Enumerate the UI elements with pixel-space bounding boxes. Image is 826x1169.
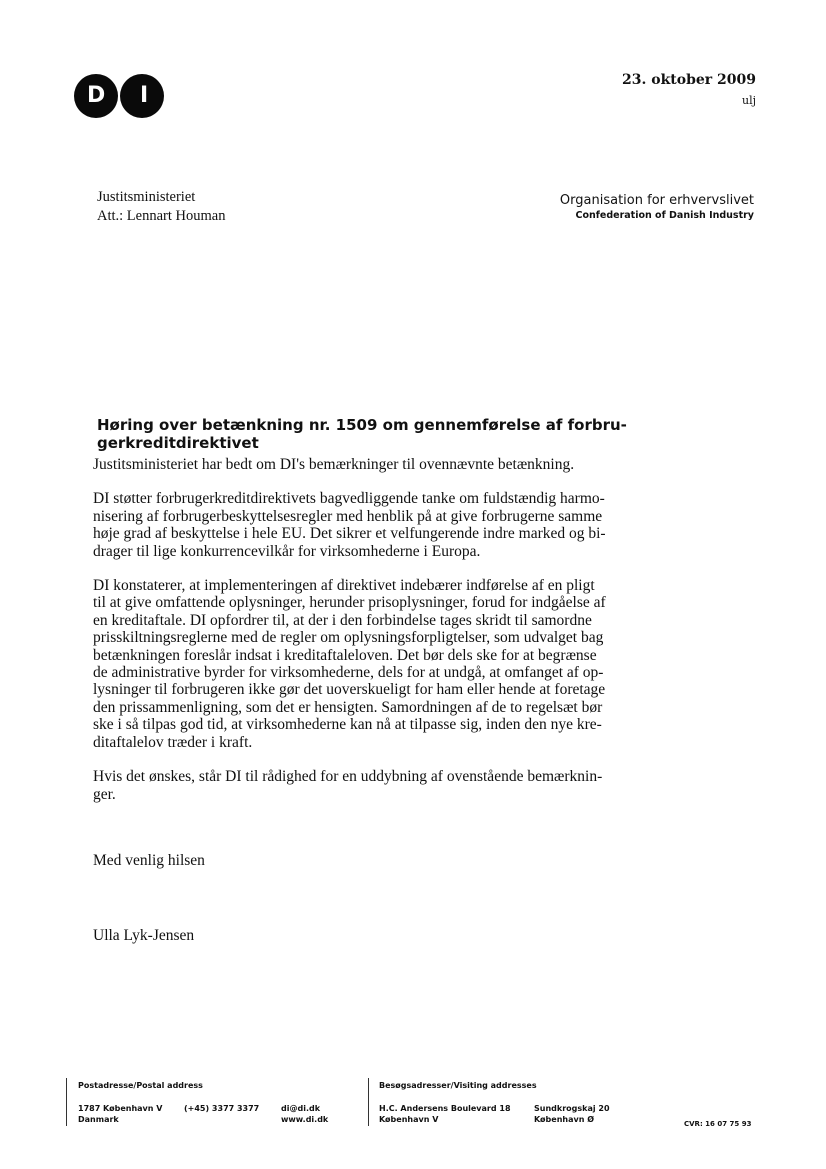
phone-number: (+45) 3377 3377	[184, 1104, 260, 1113]
address-line: H.C. Andersens Boulevard 18	[379, 1104, 511, 1113]
signer-name: Ulla Lyk-Jensen	[93, 927, 195, 944]
text-line: til at give omfattende oplysninger, herunder prisoplysninger, forud for indgåelse af	[93, 594, 606, 612]
letter-subject	[97, 416, 687, 452]
text-line: drager til lige konkurrencevilkår for virksomhederne i Europa.	[93, 542, 481, 560]
closing-greeting: Med venlig hilsen	[93, 852, 205, 869]
text-line: lysninger til forbrugeren ikke gør det uoverskueligt for ham eller hende at foretage	[93, 681, 606, 699]
text-line: ditaftalelov træder i kraft.	[93, 733, 253, 751]
text-line: den prissammenligning, som det er hensigten. Samordningen af de to regelsæt bør	[93, 698, 603, 716]
text-line: ger.	[93, 785, 116, 803]
contact-links	[281, 1103, 328, 1125]
address-line: Sundkrogskaj 20	[534, 1104, 610, 1113]
text-line: DI støtter forbrugerkreditdirektivets bagvedliggende tanke om fuldstændig harmo-	[93, 490, 605, 508]
postal-address	[78, 1103, 162, 1125]
postal-address-heading: Postadresse/Postal address	[78, 1081, 203, 1090]
footer-divider	[66, 1078, 67, 1126]
subject-line: Høring over betænkning nr. 1509 om gennemførelse af forbru-	[97, 416, 627, 434]
paragraph-3	[93, 577, 683, 751]
recipient-attention: Att.: Lennart Houman	[97, 208, 226, 224]
text-line: betænkningen foreslår indsat i kreditaftaleloven. Det bør dels ske for at begrænse	[93, 646, 597, 664]
text-line: nisering af forbrugerbeskyttelsesregler med henblik på at give forbrugerne samme	[93, 507, 603, 525]
letter-date: 23. oktober 2009	[622, 72, 756, 88]
text-line: Justitsministeriet har bedt om DI's bemærkninger til ovennævnte betænkning.	[93, 456, 575, 473]
logo-letter-i: I	[140, 83, 149, 108]
logo-letter-d: D	[87, 83, 106, 108]
cvr-number: CVR: 16 07 75 93	[684, 1120, 752, 1128]
text-line: Hvis det ønskes, står DI til rådighed for en uddybning af ovenstående bemærknin-	[93, 768, 603, 786]
text-line: høje grad af beskyttelse i hele EU. Det sikrer et velfungerende indre marked og bi-	[93, 525, 606, 543]
visiting-address-heading: Besøgsadresser/Visiting addresses	[379, 1081, 537, 1090]
visiting-address-2	[534, 1103, 610, 1125]
address-line: København Ø	[534, 1115, 594, 1124]
letter-body	[93, 456, 683, 820]
web-link[interactable]: www.di.dk	[281, 1115, 329, 1124]
paragraph-4	[93, 768, 683, 803]
paragraph-1	[93, 456, 683, 473]
address-line: København V	[379, 1115, 439, 1124]
text-line: DI konstaterer, at implementeringen af direktivet indebærer indførelse af en pligt	[93, 577, 595, 595]
recipient-name: Justitsministeriet	[97, 189, 196, 205]
di-logo	[74, 74, 164, 118]
paragraph-2	[93, 490, 683, 560]
visiting-address-1	[379, 1103, 511, 1125]
logo-circle-d	[74, 74, 118, 118]
text-line: de administrative byrder for virksomhederne, dels for at undgå, at omfanget af op-	[93, 664, 604, 682]
text-line: en kreditaftale. DI opfordrer til, at der i den forbindelse tages skridt til samordne	[93, 611, 592, 629]
subject-line: gerkreditdirektivet	[97, 434, 259, 452]
author-initials: ulj	[741, 94, 756, 107]
recipient-block	[97, 188, 225, 226]
organisation-block	[560, 192, 754, 223]
organisation-name-en: Confederation of Danish Industry	[575, 210, 754, 221]
email-link[interactable]: di@di.dk	[281, 1104, 321, 1113]
postal-line: Danmark	[78, 1115, 119, 1124]
footer-divider	[368, 1078, 369, 1126]
text-line: prisskiltningsreglerne med de regler om oplysningsforpligtelser, som udvalget bag	[93, 629, 604, 647]
postal-line: 1787 København V	[78, 1104, 163, 1113]
text-line: ske i så tilpas god tid, at virksomhederne kan nå at tilpasse sig, inden den nye kre-	[93, 716, 602, 734]
organisation-name-da: Organisation for erhvervslivet	[559, 193, 754, 208]
logo-circle-i	[120, 74, 164, 118]
